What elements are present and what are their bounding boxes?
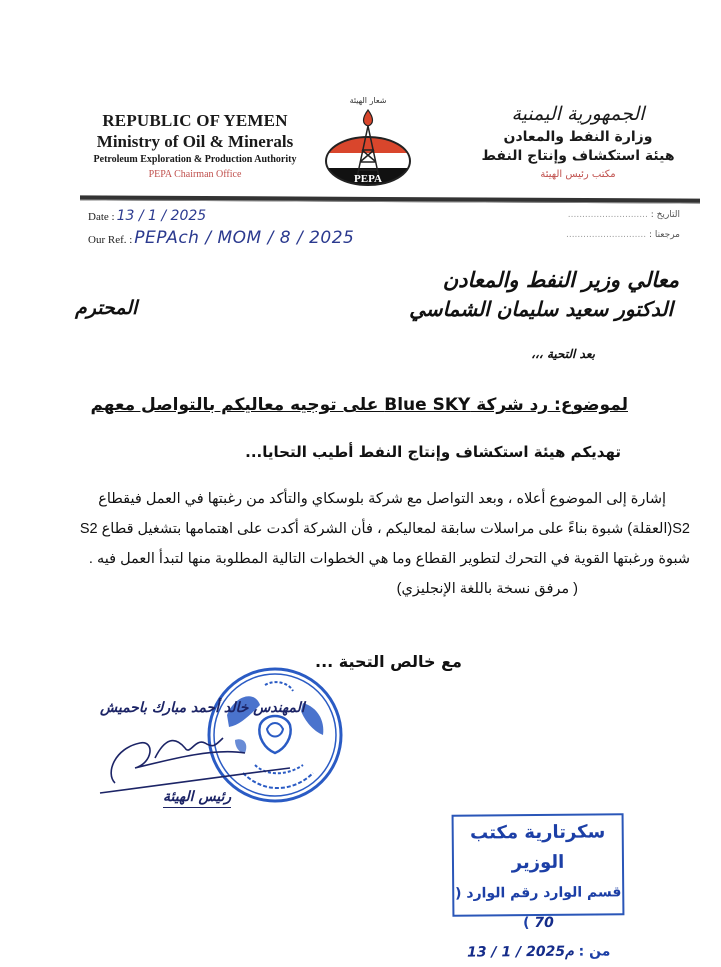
country-name-ar: الجمهورية اليمنية <box>511 103 645 125</box>
stamp-title: سكرتارية مكتب الوزير <box>470 821 606 874</box>
ref-label-ar: مرجعنا : <box>648 230 680 240</box>
ref-value: PEPAch / MOM / 8 / 2025 <box>134 228 355 248</box>
signer-title: رئيس الهيئة <box>163 789 231 808</box>
addressee-title: معالي وزير النفط والمعادن <box>442 268 679 292</box>
country-name-en: REPUBLIC OF YEMEN <box>102 111 288 130</box>
addressee <box>409 265 679 323</box>
addressee-name: الدكتور سعيد سليمان الشماسي <box>409 297 673 321</box>
letterhead-english <box>80 110 310 182</box>
stamp-date-row <box>455 937 623 966</box>
ref-row <box>88 228 354 248</box>
letterhead-arabic <box>478 100 678 184</box>
office-name-ar: مكتب رئيس الهيئة <box>540 169 616 180</box>
reference-block-ar <box>480 210 680 250</box>
stamp-date-label: من : <box>578 943 611 960</box>
body-line: إشارة إلى الموضوع أعلاه ، وبعد التواصل مع شركة بلوسكاي والتأكد من رغبتها في العمل فيقطاع <box>98 491 666 507</box>
closing-greeting: مع خالص التحية ... <box>315 652 462 671</box>
stamp-incoming-label: قسم الوارد رقم الوارد <box>466 884 622 902</box>
stamp-date-value: 13 / 1 / 2025م <box>467 943 574 961</box>
date-value: 13 / 1 / 2025 <box>116 208 207 224</box>
salutation: تهديكم هيئة استكشاف وإنتاج النفط أطيب التحايا... <box>245 443 621 461</box>
ministry-name-en: Ministry of Oil & Minerals <box>96 132 294 151</box>
logo-top-text: شعار الهيئة <box>349 96 387 105</box>
pepa-emblem-icon <box>318 96 418 196</box>
subject-line: لموضوع: رد شركة Blue SKY على توجيه معاليكم بالتواصل معهم <box>90 395 628 415</box>
header-divider <box>80 195 700 203</box>
office-name-en: PEPA Chairman Office <box>148 169 242 180</box>
signer-name: المهندس خالد أحمد مبارك باحميش <box>100 700 305 716</box>
attachment-note: ( مرفق نسخة باللغة الإنجليزي) <box>396 581 578 597</box>
date-label-ar: التاريخ : <box>650 210 680 220</box>
ref-label: Our Ref. : <box>88 234 133 246</box>
reference-block-en <box>88 208 354 248</box>
authority-name-ar: هيئة استكشاف وإنتاج النفط <box>481 148 675 164</box>
date-row <box>88 208 354 228</box>
received-stamp <box>452 813 625 961</box>
logo-acronym: PEPA <box>354 173 382 185</box>
ministry-name-ar: وزارة النفط والمعادن <box>503 129 653 145</box>
opening-greeting: بعد التحية ،،، <box>531 347 595 361</box>
addressee-honorific: المحترم <box>75 297 138 319</box>
handwritten-signature-icon <box>95 708 295 798</box>
stamp-incoming-number: 70 <box>534 914 554 932</box>
body-line: شبوة ورغبتها القوية في التحرك لتطوير القطاع وما هي الخطوات التالية المطلوبة منها لتبدأ العمل فيه . <box>88 551 690 567</box>
letter-body <box>79 484 690 604</box>
date-label: Date : <box>88 211 115 223</box>
ref-dots-ar: ............................ <box>565 230 647 240</box>
stamp-incoming-row: قسم الوارد رقم الوارد ( 70 ) <box>455 884 622 932</box>
pepa-logo <box>318 96 418 196</box>
authority-name-en: Petroleum Exploration & Production Authority <box>93 154 297 165</box>
date-dots-ar: ............................ <box>567 210 648 220</box>
body-line: S2(العقلة) شبوة بناءً على مراسلات سابقة لمعاليكم ، فأن الشركة أكدت على اهتمامها بتشغيل قطاع S2 <box>79 521 690 537</box>
